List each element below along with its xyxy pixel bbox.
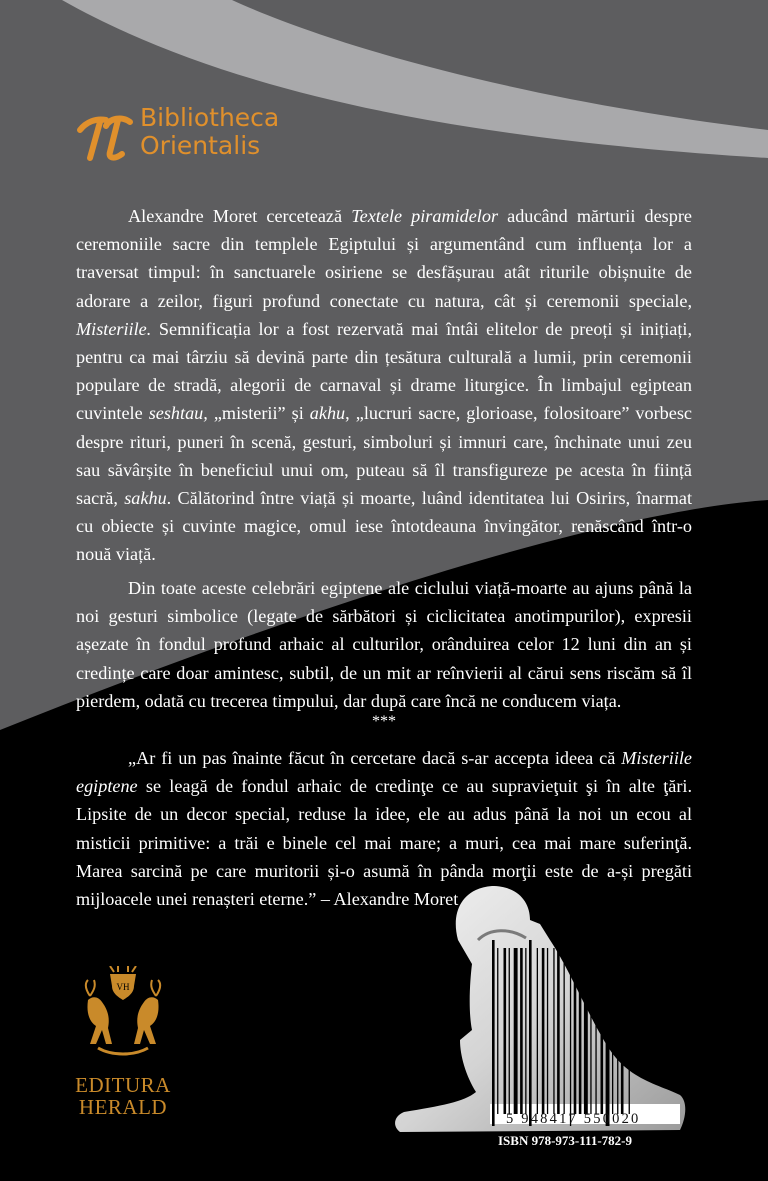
barcode-bar [547, 948, 548, 1114]
barcode-bar [629, 948, 630, 1114]
misteriile-italic: Misteriile. [76, 318, 152, 339]
bibliotheca-orientalis-logo [76, 104, 306, 174]
intro-text-2: aducând mărturii despre ceremoniile sacre din templele Egiptului și argumentând cum influența lor a traversat timpul: în sanctuarele osiriene se desfășurau atât riturile obișnuite de adorare a zeilor, figuri profund conectate cu natura, cât și ceremonii speciale, [76, 206, 692, 311]
monogram-text: VH [116, 982, 130, 992]
barcode-bar [621, 948, 624, 1114]
second-paragraph: Din toate aceste celebrări egiptene ale ciclului viață-moarte au ajuns până la noi gesturi simbolice (legate de sărbători și ciclicitatea anotimpurilor), expresii așezate în fondul profund arhaic al culturilor, orânduirea celor 12 luni din an și credințe care doar amintesc, subtil, de un mit ar reînvierii al cărui sens riscăm să îl pierdem, odată cu trecerea timpului, dar după care încă ne conducem viața. [76, 578, 692, 711]
akhu-italic: akhu [309, 403, 346, 424]
barcode-bar [509, 948, 510, 1114]
barcode-bar [520, 948, 523, 1114]
barcode-bar [579, 948, 582, 1114]
barcode-bar [525, 948, 526, 1114]
barcode-digits: 5 948417 550020 [506, 1111, 641, 1127]
heraldic-deer-emblem-icon [82, 966, 164, 1064]
intro-text-5: , „lucruri sacre, glorioase, folositoare” vorbesc despre rituri, puneri în scenă, gesturi, simboluri și imnuri care, închinate unui zeu sau săvârșite în beneficiul unui om, puteau să îl transfigureze pe acesta în ființă sacră, [76, 403, 692, 509]
barcode-bar [497, 948, 498, 1114]
barcode-bar [542, 948, 545, 1114]
quote-text-1: „Ar fi un pas înainte făcut în cercetare dacă s-ar accepta ideea că [128, 748, 622, 768]
section-separator: *** [372, 713, 396, 730]
barcode-bar [617, 948, 618, 1114]
intro-text-3: Semnificația lor a fost rezervată mai întâi elitelor de preoți și inițiați, pentru ca mai târziu să devină parte din țesătura culturală a lumii, prin ceremonii populare de stradă, alegorii de carnaval și drame liturgice. În limbajul egiptean cuvintele [76, 318, 692, 424]
barcode-bar [564, 948, 565, 1114]
brand-line-2: Orientalis [140, 131, 261, 160]
publisher-logo [70, 966, 176, 1126]
publisher-line-1: EDITURA [75, 1073, 171, 1097]
barcode-bar [553, 948, 554, 1114]
barcode-bar [537, 948, 538, 1114]
barcode-bar [590, 948, 591, 1114]
barcode-bar [601, 948, 604, 1114]
barcode-bar [570, 940, 571, 1126]
quote-text-2: se leagă de fondul arhaic de credinţe ce au supravieţuit şi în alte ţări. Lipsite de un decor special, reduse la idee, ele au adus până la noi un ecou al misticii primitive: a trăi e binele cel mai mare; a muri, cea mai mare suferinţă. Marea sarcină pe care muritorii și-o asumă în pânda morţii este de a-și pregăti mijloacele unei renașteri eterne.” – Alexandre Moret [76, 776, 692, 910]
publisher-line-2: HERALD [78, 1095, 168, 1119]
brand-name [140, 104, 279, 160]
brand-mark-icon [76, 108, 134, 162]
barcode-bar [514, 948, 518, 1114]
seshtau-italic: seshtau, [148, 403, 208, 424]
barcode-bar [504, 948, 507, 1114]
isbn-number: ISBN 978-973-111-782-9 [498, 1133, 632, 1148]
barcode-bar [606, 940, 610, 1126]
barcode-bar [612, 948, 613, 1114]
intro-text-4: „misterii” și [207, 403, 310, 424]
quote-italic-title: Misteriile egiptene [76, 748, 692, 797]
intro-paragraph [76, 202, 692, 569]
intro-text-6: . Călătorind între viață și moarte, luând identitatea lui Osirirs, înarmat cu obiecte și cuvinte magice, omul iese întotdeauna învingător, renăscând într-o nouă viață. [76, 488, 693, 565]
intro-paragraph-block [76, 202, 692, 569]
barcode-bar [574, 948, 577, 1114]
sakhu-italic: sakhu [124, 488, 167, 509]
intro-text-1: Alexandre Moret cercetează [128, 206, 352, 226]
brand-line-1: Bibliotheca [140, 103, 280, 132]
book-reference-italic: Textele piramidelor [351, 206, 499, 226]
barcode-bar [595, 948, 596, 1114]
second-paragraph-block [76, 574, 692, 715]
barcode-bar [557, 948, 560, 1114]
barcode-bar [492, 940, 495, 1126]
sphinx-shape [395, 886, 685, 1132]
barcode-bar [529, 940, 532, 1126]
barcode-bar [584, 948, 588, 1114]
